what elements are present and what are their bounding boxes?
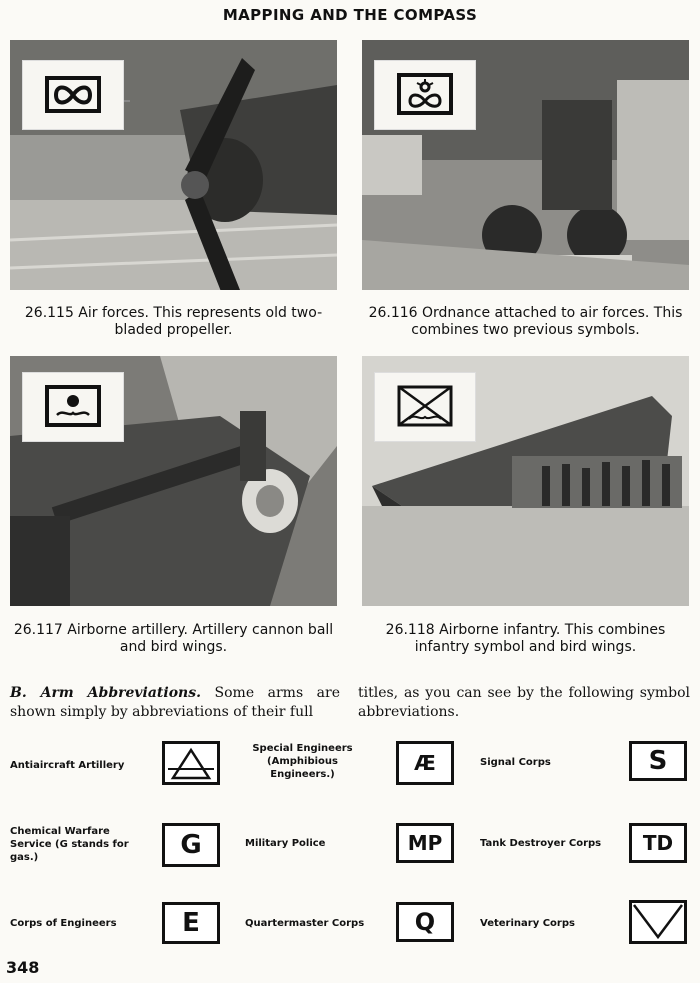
abbr-label-antiaircraft: Antiaircraft Artillery <box>10 760 125 771</box>
abbr-label-special-engineers: Special Engineers (Amphibious Engineers.) <box>252 743 353 780</box>
page-number: 348 <box>6 958 40 977</box>
figure-caption: 26.116 Ordnance attached to air forces. This combines two previous symbols. <box>368 305 683 338</box>
symbol-inset-airborne-infantry <box>374 372 476 442</box>
symbol-antiaircraft <box>162 741 220 785</box>
section-text-col1 <box>10 684 340 722</box>
symbol-corps-of-engineers: E <box>162 902 220 944</box>
abbr-label-chemical-warfare: Chemical Warfare Service (G stands for gas.) <box>10 826 129 863</box>
symbol-veterinary <box>629 900 687 944</box>
symbol-special-engineers: Æ <box>396 741 454 785</box>
section-paragraph: titles, as you can see by the following symbol abbreviations. <box>358 685 690 720</box>
abbr-label-veterinary: Veterinary Corps <box>480 918 575 929</box>
symbol-signal-corps: S <box>629 741 687 781</box>
abbr-label-quartermaster: Quartermaster Corps <box>245 918 365 929</box>
triangle-in-box-icon <box>165 744 217 782</box>
figure-caption: 26.117 Airborne artillery. Artillery cannon ball and bird wings. <box>13 622 334 655</box>
abbr-label-tank-destroyer: Tank Destroyer Corps <box>480 838 602 849</box>
page-header: MAPPING AND THE COMPASS <box>222 6 478 24</box>
symbol-inset-air-forces <box>22 60 124 130</box>
symbol-military-police: MP <box>396 823 454 863</box>
section-text-col2 <box>358 684 690 722</box>
bomb-wings-icon <box>375 61 475 129</box>
abbr-label-corps-of-engineers: Corps of Engineers <box>10 918 117 929</box>
section-lead: B. Arm Abbreviations. <box>10 685 201 701</box>
symbol-quartermaster: Q <box>396 902 454 942</box>
symbol-tank-destroyer: TD <box>629 823 687 863</box>
section-paragraph: Some arms are shown simply by abbreviations of their full <box>10 685 341 720</box>
figure-caption: 26.115 Air forces. This represents old two-bladed propeller. <box>24 305 323 338</box>
abbr-label-military-police: Military Police <box>245 838 326 849</box>
abbr-label-signal-corps: Signal Corps <box>480 757 551 768</box>
v-in-box-icon <box>632 903 684 941</box>
cross-wings-icon <box>375 373 475 441</box>
symbol-chemical-warfare: G <box>162 823 220 867</box>
ball-wings-icon <box>23 373 123 441</box>
figure-caption: 26.118 Airborne infantry. This combines infantry symbol and bird wings. <box>385 622 666 655</box>
symbol-inset-airborne-artillery <box>22 372 124 442</box>
infinity-icon <box>23 61 123 129</box>
symbol-inset-ordnance <box>374 60 476 130</box>
